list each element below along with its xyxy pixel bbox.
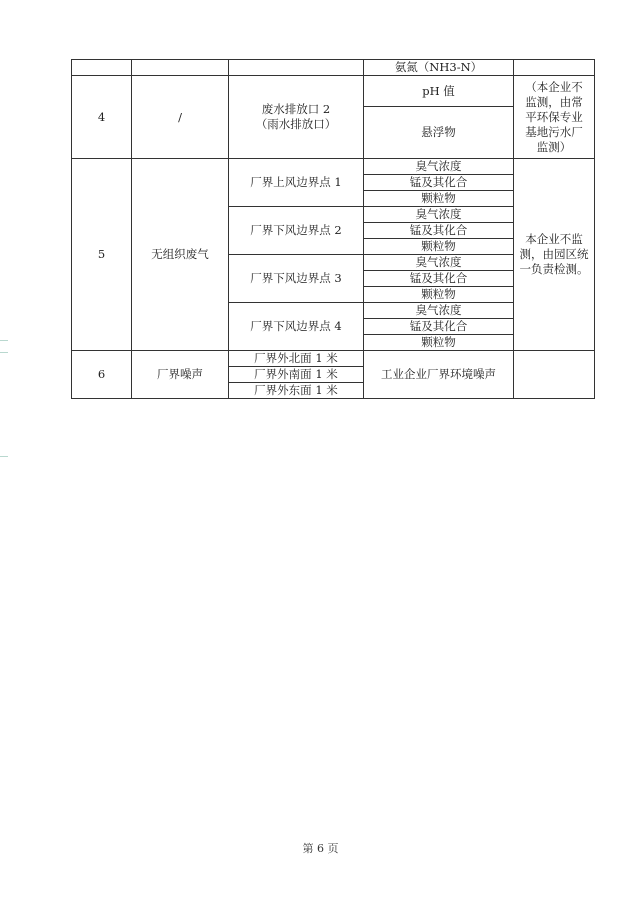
cell-empty xyxy=(514,60,595,76)
cell-empty xyxy=(132,60,229,76)
pollutant-type: / xyxy=(132,76,229,159)
scan-edge-mark xyxy=(0,456,8,457)
table-row xyxy=(72,159,595,175)
monitoring-table xyxy=(71,59,595,399)
monitoring-item: 锰及其化合 xyxy=(364,271,514,287)
scan-edge-mark xyxy=(0,340,8,341)
monitoring-point: 厂界外东面 1 米 xyxy=(229,383,364,399)
monitoring-point: 废水排放口 2 （雨水排放口） xyxy=(229,76,364,159)
monitoring-item: 锰及其化合 xyxy=(364,223,514,239)
monitoring-item: 臭气浓度 xyxy=(364,159,514,175)
pollutant-type: 厂界噪声 xyxy=(132,351,229,399)
monitoring-item: 颗粒物 xyxy=(364,191,514,207)
monitoring-item: 工业企业厂界环境噪声 xyxy=(364,351,514,399)
monitoring-item: 颗粒物 xyxy=(364,239,514,255)
monitoring-item: 悬浮物 xyxy=(364,107,514,159)
remark: 本企业不监 测，由园区统 一负责检测。 xyxy=(514,159,595,351)
page-number: 第 6 页 xyxy=(302,842,339,855)
table-row xyxy=(72,60,595,76)
monitoring-item: 颗粒物 xyxy=(364,335,514,351)
monitoring-point: 厂界下风边界点 3 xyxy=(229,255,364,303)
monitoring-item: 锰及其化合 xyxy=(364,175,514,191)
monitoring-item: pH 值 xyxy=(364,76,514,107)
cell-empty xyxy=(229,60,364,76)
monitoring-item: 臭气浓度 xyxy=(364,207,514,223)
scan-edge-mark xyxy=(0,352,8,353)
remark: （本企业不 监测，由常 平环保专业 基地污水厂 监测） xyxy=(514,76,595,159)
monitoring-point: 厂界外南面 1 米 xyxy=(229,367,364,383)
monitoring-item: 氨氮（NH3-N） xyxy=(364,60,514,76)
monitoring-item: 颗粒物 xyxy=(364,287,514,303)
table-row xyxy=(72,76,595,107)
monitoring-point: 厂界下风边界点 2 xyxy=(229,207,364,255)
monitoring-item: 锰及其化合 xyxy=(364,319,514,335)
row-number: 5 xyxy=(72,159,132,351)
row-number: 6 xyxy=(72,351,132,399)
monitoring-point: 厂界下风边界点 4 xyxy=(229,303,364,351)
pollutant-type: 无组织废气 xyxy=(132,159,229,351)
monitoring-point: 厂界上风边界点 1 xyxy=(229,159,364,207)
monitoring-item: 臭气浓度 xyxy=(364,255,514,271)
remark xyxy=(514,351,595,399)
cell-empty xyxy=(72,60,132,76)
table-row xyxy=(72,351,595,367)
monitoring-point: 厂界外北面 1 米 xyxy=(229,351,364,367)
monitoring-item: 臭气浓度 xyxy=(364,303,514,319)
row-number: 4 xyxy=(72,76,132,159)
